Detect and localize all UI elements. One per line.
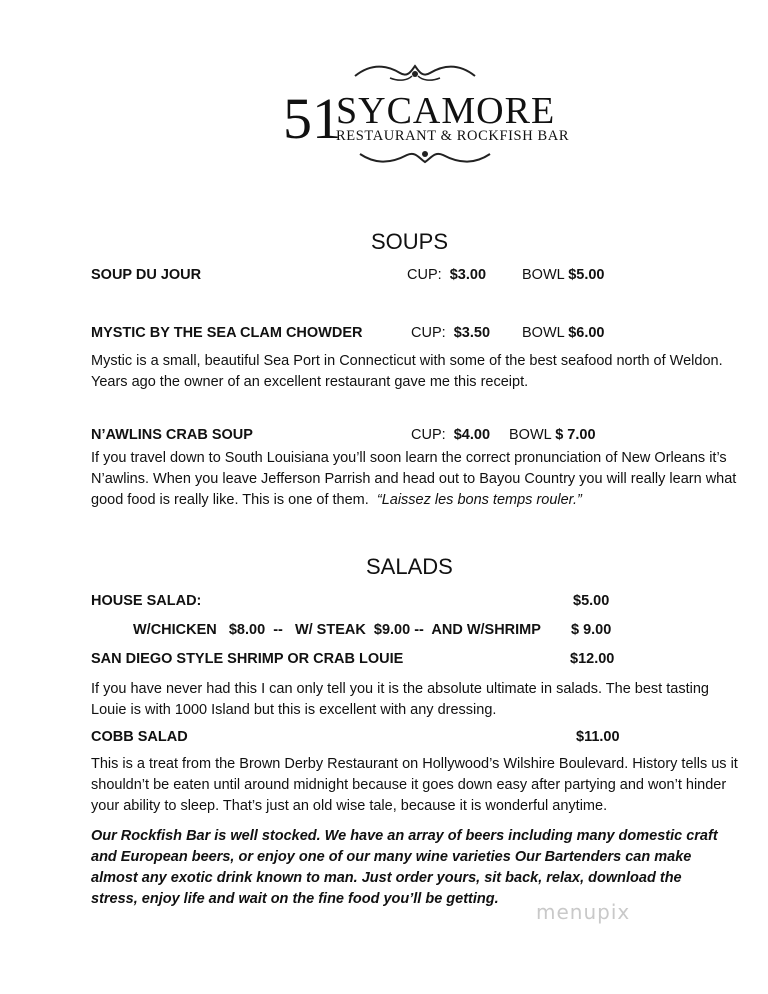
louie-salad-price: $12.00 — [570, 651, 615, 667]
logo-name: SYCAMORE — [336, 90, 556, 132]
house-salad-addons: W/CHICKEN $8.00 -- W/ STEAK $9.00 -- AND W/SHRIMP — [133, 622, 541, 638]
clam-chowder-cup: CUP: $3.50 — [411, 325, 491, 341]
house-salad-price: $5.00 — [573, 593, 610, 609]
soup-du-jour-name: SOUP DU JOUR — [91, 267, 202, 283]
crab-soup-cup: CUP: $4.00 — [411, 427, 491, 443]
logo-subtitle: RESTAURANT & ROCKFISH BAR — [336, 128, 570, 144]
logo-number: 51 — [283, 86, 341, 151]
house-salad-addons-price: $ 9.00 — [571, 622, 612, 638]
crab-soup-bowl: BOWL $ 7.00 — [509, 427, 596, 443]
house-salad-name: HOUSE SALAD: — [91, 593, 202, 609]
soup-du-jour-bowl: BOWL $5.00 — [522, 267, 605, 283]
menupix-watermark: menupix — [536, 900, 631, 924]
louie-salad-description: If you have never had this I can only tell you it is the absolute ultimate in salads. The best tasting Louie is with 1000 Island but this is excellent with any dressing. — [91, 681, 709, 718]
cobb-salad-name: COBB SALAD — [91, 729, 188, 745]
clam-chowder-name: MYSTIC BY THE SEA CLAM CHOWDER — [91, 325, 363, 341]
clam-chowder-bowl: BOWL $6.00 — [522, 325, 605, 341]
bottom-flourish-icon — [355, 146, 495, 166]
clam-chowder-description: Mystic is a small, beautiful Sea Port in Connecticut with some of the best seafood north of Weldon. Years ago the owner of an excellent restaurant gave me this receipt. — [91, 353, 723, 390]
crab-soup-quote: “Laissez les bons temps rouler.” — [376, 492, 582, 508]
cobb-salad-description: This is a treat from the Brown Derby Restaurant on Hollywood’s Wilshire Boulevard. History tells us it shouldn’t be eaten until around midnight because it goes down easy after partying and won’t hinder your ability to sleep. That’s just an old wise tale, because it is wonderful anytime. — [91, 756, 738, 814]
top-flourish-icon — [350, 62, 480, 84]
soups-heading: SOUPS — [371, 229, 449, 254]
louie-salad-name: SAN DIEGO STYLE SHRIMP OR CRAB LOUIE — [91, 651, 404, 667]
rockfish-bar-note: Our Rockfish Bar is well stocked. We have an array of beers including many domestic craft and European beers, or enjoy one of our many wine varieties Our Bartenders can make almost any exotic drink known to man. Just order yours, sit back, relax, download the stress, enjoy life and wait on the fine food you’ll be getting. — [91, 828, 718, 907]
crab-soup-name: N’AWLINS CRAB SOUP — [91, 427, 253, 443]
cobb-salad-price: $11.00 — [576, 729, 620, 745]
soup-du-jour-cup: CUP: $3.00 — [407, 267, 487, 283]
salads-heading: SALADS — [366, 554, 453, 579]
crab-soup-description: If you travel down to South Louisiana you’ll soon learn the correct pronunciation of New Orleans it’s N’awlins. When you leave Jefferson Parrish and head out to Bayou Country you will really learn what good food is really like. This is one of them. “Laissez les bons temps rouler.” — [91, 450, 737, 508]
